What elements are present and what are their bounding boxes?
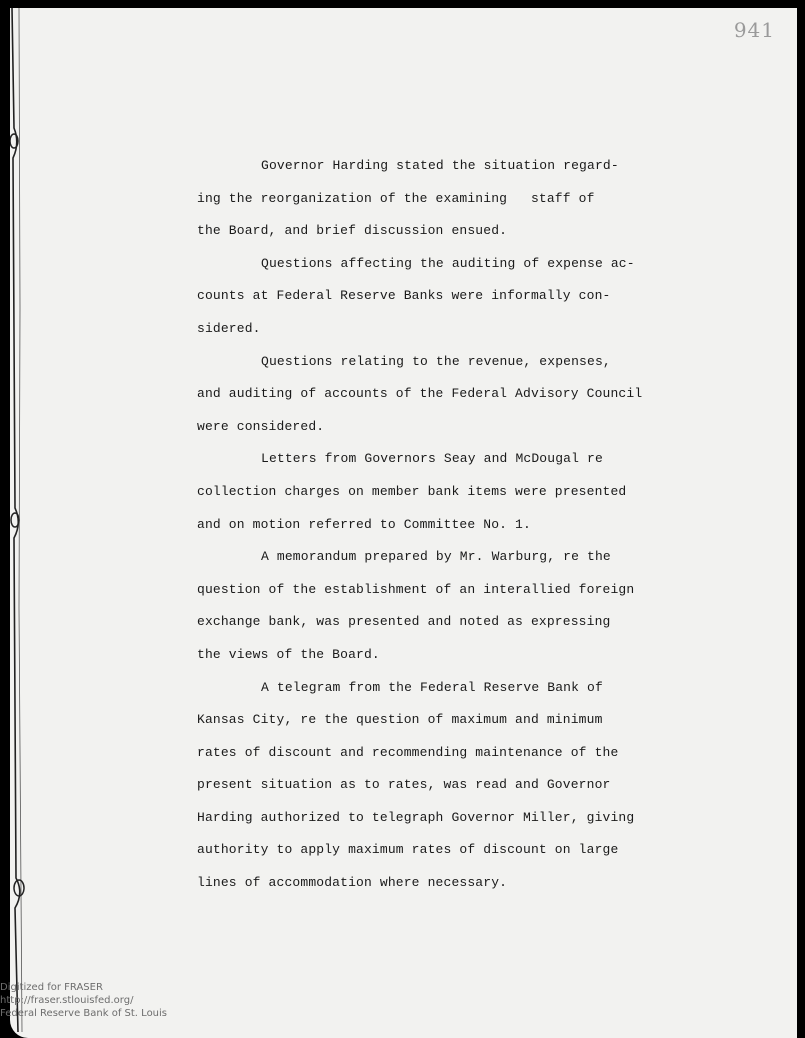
footer-institution: Federal Reserve Bank of St. Louis: [0, 1007, 167, 1020]
text-line: the Board, and brief discussion ensued.: [197, 215, 667, 248]
paragraph-expense-audit: [197, 248, 667, 346]
paragraph-advisory-council: [197, 346, 667, 444]
binding-hole: [10, 134, 18, 148]
binding-edge: [10, 8, 40, 1032]
paragraph-collection-charges: [197, 443, 667, 541]
text-line: Letters from Governors Seay and McDougal re: [197, 443, 667, 476]
text-line: counts at Federal Reserve Banks were informally con-: [197, 280, 667, 313]
text-line: and auditing of accounts of the Federal Advisory Council: [197, 378, 667, 411]
footer-digitized-label: Digitized for FRASER: [0, 981, 167, 994]
text-line: Governor Harding stated the situation regard-: [197, 150, 667, 183]
page-number: 941: [734, 18, 775, 42]
text-line: Questions relating to the revenue, expenses,: [197, 346, 667, 379]
binding-hole: [14, 880, 24, 896]
minutes-text: [197, 150, 667, 900]
text-line: sidered.: [197, 313, 667, 346]
binding-hole: [11, 513, 19, 527]
document-page: [10, 8, 797, 1038]
text-line: the views of the Board.: [197, 639, 667, 672]
text-line: were considered.: [197, 411, 667, 444]
text-line: exchange bank, was presented and noted as expressing: [197, 606, 667, 639]
text-line: lines of accommodation where necessary.: [197, 867, 667, 900]
text-line: Questions affecting the auditing of expense ac-: [197, 248, 667, 281]
paragraph-examining-staff: [197, 150, 667, 248]
text-line: rates of discount and recommending maintenance of the: [197, 737, 667, 770]
text-line: and on motion referred to Committee No. 1.: [197, 509, 667, 542]
text-line: authority to apply maximum rates of discount on large: [197, 834, 667, 867]
text-line: collection charges on member bank items were presented: [197, 476, 667, 509]
text-line: Harding authorized to telegraph Governor Miller, giving: [197, 802, 667, 835]
text-line: A telegram from the Federal Reserve Bank of: [197, 672, 667, 705]
text-line: A memorandum prepared by Mr. Warburg, re the: [197, 541, 667, 574]
text-line: present situation as to rates, was read and Governor: [197, 769, 667, 802]
text-line: question of the establishment of an interallied foreign: [197, 574, 667, 607]
text-line: Kansas City, re the question of maximum and minimum: [197, 704, 667, 737]
footer-url-link[interactable]: http://fraser.stlouisfed.org/: [0, 994, 167, 1007]
fraser-footer: [0, 981, 167, 1020]
paragraph-kansas-city-telegram: [197, 672, 667, 900]
paragraph-warburg-memorandum: [197, 541, 667, 671]
binding-thread: [19, 8, 22, 1032]
binding-thread: [12, 8, 20, 1032]
text-line: ing the reorganization of the examining staff of: [197, 183, 667, 216]
